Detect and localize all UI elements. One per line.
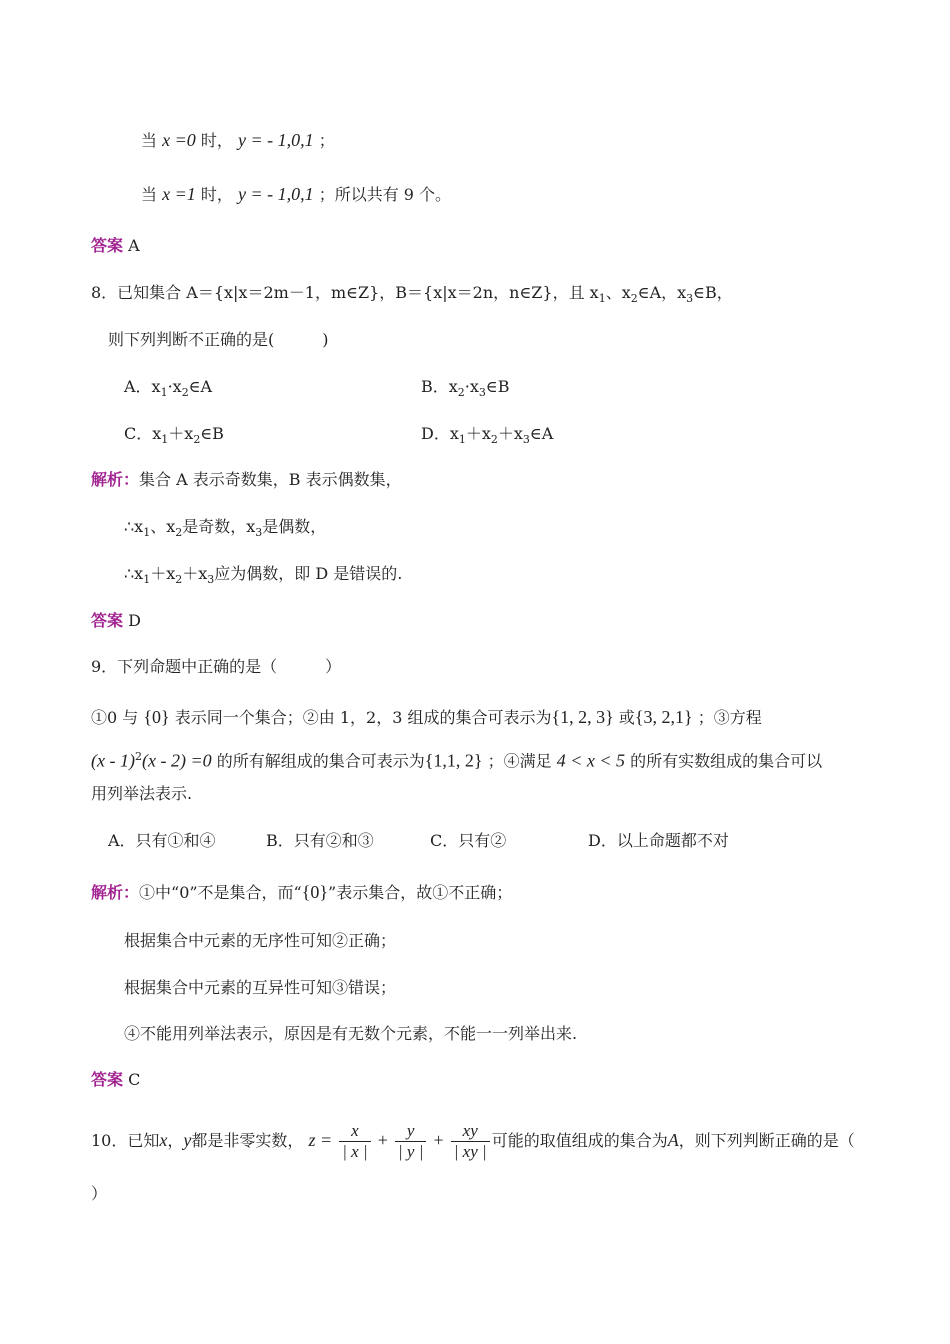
q8-analysis-1	[91, 468, 402, 492]
q8-stem-2: 则下列判断不正确的是( )	[108, 330, 329, 349]
text: ＋x	[497, 424, 523, 443]
text: 是奇数，x	[182, 517, 256, 536]
text: ∈B，	[693, 283, 733, 302]
q8-option-d: D．$x_1+x_2+x_3\in A$	[421, 424, 554, 447]
q8-option-a: A．$x_1\cdot x_2\in A$	[124, 377, 213, 400]
intro-line-1	[141, 128, 335, 153]
text: ·x	[464, 377, 479, 396]
math-x0: x =0	[162, 130, 196, 150]
text: 时，	[200, 131, 233, 150]
fraction-y	[395, 1121, 426, 1162]
denominator: | x |	[342, 1142, 368, 1161]
text: D．x	[421, 424, 459, 443]
text: C．x	[124, 424, 162, 443]
numerator: y	[395, 1121, 426, 1142]
q9-option-b: B．只有②和③	[266, 831, 374, 850]
answer-7	[91, 234, 140, 258]
q9-analysis-4: ④不能用列举法表示，原因是有无数个元素，不能一一列举出来.	[124, 1024, 578, 1043]
math-set: {0}	[301, 882, 329, 902]
text: ①中“0”不是集合，而“	[139, 883, 302, 902]
q10-stem	[91, 1116, 855, 1165]
answer-value: D	[128, 611, 141, 630]
answer-value: C	[128, 1070, 141, 1089]
text: 、x	[150, 517, 176, 536]
fraction-x	[339, 1121, 370, 1162]
denominator: | xy |	[453, 1142, 487, 1161]
q9-stem: 9．下列命题中正确的是（ ）	[91, 657, 342, 676]
answer-label: 答案	[91, 1070, 124, 1089]
text: 可能的取值组成的集合为	[491, 1131, 668, 1150]
text: ∈A	[188, 377, 213, 396]
text: ①0 与	[91, 708, 139, 727]
math-y-values: y = - 1,0,1	[237, 130, 314, 150]
intro-line-2	[141, 182, 451, 207]
numerator: xy	[451, 1121, 490, 1142]
answer-9	[91, 1068, 140, 1092]
text: 应为偶数，即 D 是错误的.	[214, 564, 403, 583]
fraction-xy	[451, 1121, 490, 1162]
q9-analysis-3: 根据集合中元素的互异性可知③错误；	[124, 978, 397, 997]
text: ·x	[167, 377, 182, 396]
q8-analysis-2: $\therefore x_1$、$x_2$是奇数，$x_3$是偶数，	[124, 517, 327, 540]
answer-label: 答案	[91, 236, 124, 255]
text: ∈A，x	[637, 283, 687, 302]
text: 10．已知	[91, 1131, 160, 1150]
text: 、x	[605, 283, 631, 302]
text: 当	[141, 131, 158, 150]
analysis-label: 解析：	[91, 883, 140, 902]
text: ，则下列判断正确的是（	[678, 1131, 855, 1150]
text: ；所以共有 9 个。	[318, 185, 452, 204]
math-y-values: y = - 1,0,1	[237, 184, 314, 204]
math-exponent: 2	[134, 750, 142, 763]
q9-statement-1	[91, 705, 762, 730]
text: 时，	[200, 185, 233, 204]
math-equation: (x - 2) =0	[141, 750, 212, 771]
text: ∈A	[529, 424, 554, 443]
q9-statement-2	[91, 745, 822, 773]
text: B．x	[421, 377, 458, 396]
text: ＋x	[182, 564, 208, 583]
text: ＋x	[150, 564, 176, 583]
math-inequality: 4 < x < 5	[556, 750, 625, 771]
q9-statement-3: 用列举法表示.	[91, 784, 193, 803]
q8-option-b: B．$x_2\cdot x_3\in B$	[421, 377, 510, 400]
math-x1: x =1	[162, 184, 196, 204]
text: 是偶数，	[262, 517, 327, 536]
plus: +	[377, 1130, 388, 1150]
q9-option-a: A．只有①和④	[108, 831, 216, 850]
text: ，	[167, 1131, 184, 1150]
q10-stem-end: ）	[91, 1184, 108, 1203]
math-var: y	[183, 1130, 192, 1150]
math-set: {1,1, 2}	[424, 750, 483, 771]
q9-option-d: D．以上命题都不对	[588, 831, 729, 850]
text: ∴x	[124, 564, 144, 583]
q9-analysis-1	[91, 880, 512, 905]
text: 表示同一个集合；②由 1，2，3 组成的集合可表示为	[174, 708, 552, 727]
text: A．x	[124, 377, 161, 396]
text: ∈B	[485, 377, 510, 396]
analysis-label: 解析：	[91, 470, 140, 489]
answer-value: A	[128, 236, 140, 255]
answer-8	[91, 609, 141, 633]
math-z: z =	[308, 1130, 333, 1150]
denominator: | y |	[398, 1142, 424, 1161]
math-equation: (x - 1)	[91, 750, 135, 771]
text: 8．已知集合 A＝{x|x＝2m－1，m∈Z}，B＝{x|x＝2n，n∈Z}，且 x	[91, 283, 599, 302]
plus: +	[433, 1130, 444, 1150]
text: 或	[618, 708, 635, 727]
q8-option-c: C．$x_1+x_2\in B$	[124, 424, 224, 447]
text: 的所有解组成的集合可表示为	[216, 751, 425, 771]
numerator: x	[339, 1121, 370, 1142]
text: 都是非零实数，	[191, 1131, 304, 1150]
q8-analysis-3: $\therefore x_1+x_2+x_3$应为偶数，即 D 是错误的.	[124, 564, 403, 587]
math-set: {0}	[143, 707, 170, 727]
text: ＋x	[168, 424, 194, 443]
math-var: A	[667, 1130, 679, 1150]
math-set: {3, 2,1}	[634, 707, 693, 727]
text: 的所有实数组成的集合可以	[630, 751, 823, 771]
q9-analysis-2: 根据集合中元素的无序性可知②正确；	[124, 931, 397, 950]
q8-stem: 8．已知集合 A＝{x|x＝2m－1，m∈Z}，B＝{x|x＝2n，n∈Z}，且 $x_1$、$x_2\in A$，$x_3\in B$，	[91, 283, 733, 306]
text: ＋x	[465, 424, 491, 443]
text: ；	[318, 131, 335, 150]
text: ∴x	[124, 517, 144, 536]
math-var: x	[159, 1130, 168, 1150]
answer-label: 答案	[91, 611, 124, 630]
text: ；③方程	[697, 708, 762, 727]
text: ∈B	[200, 424, 224, 443]
text: ；④满足	[487, 751, 552, 771]
q9-option-c: C．只有②	[430, 831, 507, 850]
math-set: {1, 2, 3}	[551, 707, 614, 727]
text: 当	[141, 185, 158, 204]
text: ”表示集合，故①不正确；	[328, 883, 513, 902]
text: 集合 A 表示奇数集，B 表示偶数集，	[139, 470, 402, 489]
